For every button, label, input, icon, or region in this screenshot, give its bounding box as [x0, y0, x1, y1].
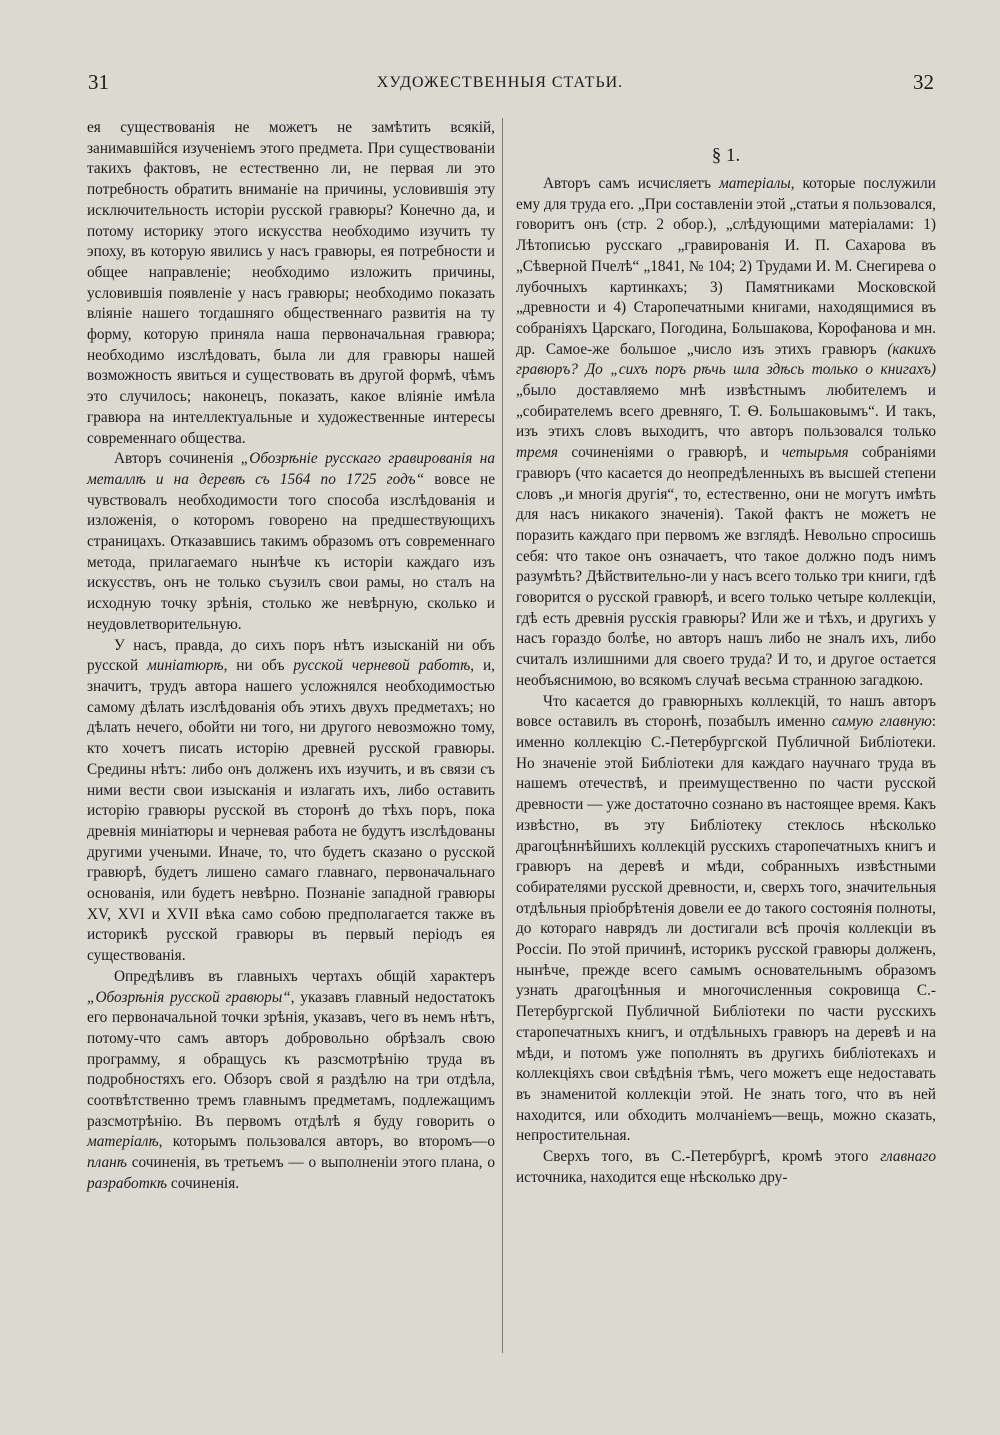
- text-run: Что касается до гравюрныхъ коллекцій, то нашъ авторъ вовсе оставилъ въ сторонѣ, позабылъ именно: [516, 692, 936, 731]
- italic-term: русской черневой работѣ: [293, 657, 471, 675]
- running-header-title: ХУДОЖЕСТВЕННЫЯ СТАТЬИ.: [376, 74, 624, 91]
- italic-title: „Обозрѣнія русской гравюры“: [87, 988, 291, 1006]
- paragraph: ея существованія не можетъ не замѣтить всякій, занимавшійся изученіемъ этого предмета. При существованіи такихъ фактовъ, не естественно ли, не первая ли это потребность обратить вниманіе на причины, условившія эту исключительность исторіи русской гравюры? Конечно да, и потому историку этого искусства необходимо изучить ту эпоху, въ которую явились у насъ гравюры, ея потребности и общее направленіе; необходимо изложить причины, условившія появленіе у насъ гравюры; необходимо показать вліяніе нашего тогдашняго общественнаго развитія на ту форму, которую приняла наша первоначальная гравюра; необходимо изслѣдовать, была ли для гравюры нашей возможность явиться и существовать въ другой формѣ, чѣмъ это случилось; наконецъ, показать, какое вліяніе имѣла гравюра на интеллектуальные и художественные интересы современнаго общества.: [87, 119, 495, 447]
- text-run: У насъ, правда, до сихъ поръ нѣтъ изысканій ни объ русской: [87, 636, 495, 675]
- text-run: вовсе не чувствовалъ необходимости того способа изслѣдованія и изложенія, о которомъ говорено на предшествующихъ страницахъ. Отказавшись такимъ образомъ отъ современнаго метода, прилагаемаго нынѣче къ исторіи каждаго изъ искусствъ, онъ не только съузилъ свои рамы, но сталъ на исходную точку зрѣнія, столько же невѣрную, сколько и неудовлетворительную.: [87, 470, 495, 633]
- text-run: сочиненія.: [167, 1174, 240, 1192]
- paragraph: [87, 636, 495, 967]
- italic-term: матеріалы,: [718, 175, 795, 192]
- paragraph: [87, 967, 495, 1195]
- italic-term: разработкѣ: [87, 1174, 168, 1192]
- text-run: Опредѣливъ въ главныхъ чертахъ общій характеръ: [114, 967, 495, 985]
- section-heading: § 1.: [711, 145, 741, 166]
- text-run: собраніями гравюръ (что касается до неопредѣленныхъ въ высшей степени словъ „и многія другія“, то, естественно, они не могутъ имѣть для насъ никакого значенія). Такой фактъ не можетъ не поразить каждаго при первомъ же взглядѣ. Невольно спросишь себя: что такое онъ означаетъ, что такое должно подъ нимъ разумѣть? Дѣйствительно-ли у насъ всего только три книги, гдѣ говорится о русской гравюрѣ, и всего только четыре коллекціи, гдѣ есть древнія русскія гравюры? Или же и тѣхъ, и другихъ у насъ гораздо болѣе, но авторъ нашъ либо не зналъ ихъ, либо считалъ излишними для своего труда? И то, и другое остается необъяснимою, во всякомъ случаѣ весьма странною загадкою.: [516, 444, 936, 689]
- column-divider: [502, 118, 503, 1353]
- italic-title: „Обозрѣніе русскаго гравированія на металлѣ и на деревѣ съ 1564 по 1725 годъ“: [87, 450, 495, 488]
- italic-term: четырьмя: [781, 444, 849, 462]
- page-number-right: 32: [913, 70, 934, 94]
- text-run: Авторъ сочиненія: [114, 450, 241, 468]
- paragraph: [516, 174, 936, 692]
- text-run: , и, значитъ, трудъ автора нашего усложнялся необходимостью самому дѣлать изслѣдованія объ этихъ двухъ предметахъ; но дѣлать нечего, обойти ни того, ни другого невозможно тому, кто хочетъ писать исторію древней русской гравюры. Средины нѣтъ: либо онъ долженъ ихъ изучить, и въ связи съ ними вести свои изысканія и излагать ихъ, либо оставить исторію гравюры русской въ сторонѣ до тѣхъ поръ, пока древнія миніатюры и черневая работа не будутъ изслѣдованы другими учеными. Иначе, то, что будетъ сказано о русской гравюрѣ, будетъ лишено самаго главнаго, первоначальнаго основанія, или будетъ невѣрно. Познаніе западной гравюры XV, XVI и XVII вѣка само собою предполагается также въ историкѣ русской гравюры въ первый періодъ ея существованія.: [87, 657, 495, 965]
- italic-term: матеріалѣ: [87, 1133, 159, 1151]
- italic-remark: (какихъ гравюръ? До „сихъ поръ рѣчь шла здѣсь только о книгахъ): [516, 340, 936, 379]
- text-run: Авторъ самъ исчисляетъ: [543, 175, 719, 192]
- text-run: : именно коллекцію С.-Петербургской Публичной Библіотеки. Но значеніе этой Библіотеки для каждаго научнаго труда въ нашемъ отечествѣ, и преимущественно по части русской древности — уже достаточно сознано въ настоящее время. Какъ извѣстно, въ эту Библіотеку стеклось нѣсколько драгоцѣннѣйшихъ коллекцій русскихъ старопечатныхъ книгъ и гравюръ на деревѣ и мѣди, собранныхъ извѣстными собирателями русской древности, и, сверхъ того, значительныя отдѣльныя пріобрѣтенія довели ее до такого состоянія полноты, до котораго наврядъ ли достигали всѣ прочія коллекціи въ Россіи. По этой причинѣ, историкъ русской гравюры долженъ, нынѣче, прежде всего самымъ основательнымъ образомъ узнать драгоцѣнныя и многочисленныя сокровища С.-Петербургской Публичной Библіотеки по части русскихъ старопечатныхъ книгъ, и отдѣльныхъ гравюръ на деревѣ и на мѣди, и потомъ уже пополнять въ другихъ библіотекахъ и коллекціяхъ свои свѣдѣнія тѣмъ, чего можетъ еще недоставать въ знаменитой коллекціи этой. Не знать того, что въ ней находится, или обходить молчаніемъ—вещь, можно сказать, непростительная.: [516, 713, 937, 1145]
- text-run: , которымъ пользовался авторъ, во второмъ—о: [158, 1133, 495, 1151]
- paragraph: [516, 692, 936, 1147]
- text-run: , указавъ главный недостатокъ его первоначальной точки зрѣнія, указавъ, чего въ немъ нѣтъ, потому-что самъ авторъ добровольно обрѣзалъ свою программу, я обращусь къ разсмотрѣнію труда въ подробностяхъ его. Обзоръ свой я раздѣлю на три отдѣла, соотвѣтственно тремъ главнымъ предметамъ, подлежащимъ разсмотрѣнію. Въ первомъ отдѣлѣ я буду говорить о: [87, 988, 495, 1130]
- text-run: , ни объ: [223, 657, 294, 675]
- left-column: [87, 118, 495, 1195]
- text-run: сочиненія, въ третьемъ — о выполненіи этого плана, о: [126, 1154, 495, 1172]
- paragraph: [516, 1147, 936, 1188]
- text-run: источника, находится еще нѣсколько дру-: [516, 1168, 788, 1186]
- text-run: сочиненіями о гравюрѣ, и: [557, 444, 782, 462]
- italic-term: планѣ: [87, 1154, 127, 1172]
- text-run: которые послужили ему для труда его. „При составленіи этой „статьи я пользовался, говоритъ онъ (стр. 2 обор.), „слѣдующими матеріалами: 1) Лѣтописью русскаго „гравированія И. П. Сахарова въ „Сѣверной Пчелѣ“ „1841, № 104; 2) Трудами И. М. Снегирева о лубочныхъ картинкахъ; 3) Памятниками Московской „древности и 4) Старопечатными книгами, находящимися въ собраніяхъ Царскаго, Погодина, Большакова, Корофанова и мн. др. Самое-же большое „число изъ этихъ гравюръ: [516, 175, 936, 358]
- italic-term: миніатюрѣ: [147, 657, 224, 675]
- italic-term: тремя: [516, 444, 558, 462]
- text-run: „было доставляемо мнѣ извѣстнымъ любителемъ и „собирателемъ всего древняго, Т. Ѳ. Большаковымъ“. И такъ, изъ этихъ словъ выходитъ, что авторъ пользовался только: [516, 382, 936, 441]
- paragraph: [87, 449, 495, 635]
- italic-term: самую главную: [831, 713, 932, 731]
- page-number-left: 31: [88, 70, 109, 94]
- right-column: [516, 118, 936, 1188]
- text-run: Сверхъ того, въ С.-Петербургѣ, кромѣ этого: [543, 1148, 881, 1166]
- italic-term: главнаго: [880, 1148, 936, 1166]
